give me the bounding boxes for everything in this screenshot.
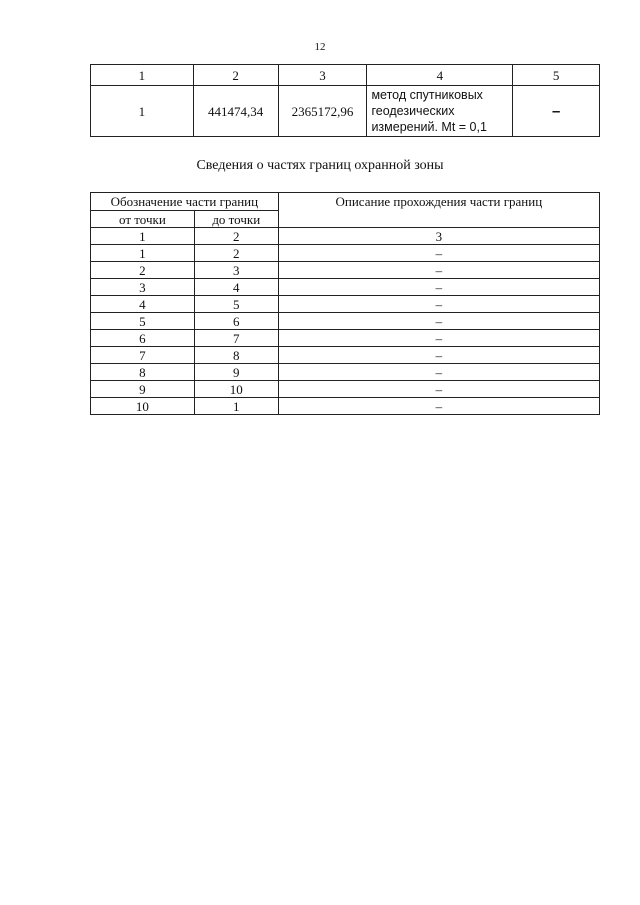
to-point: 8 xyxy=(194,347,278,364)
column-5-value: – xyxy=(513,86,600,137)
table-row xyxy=(91,279,600,296)
header-description: Описание прохождения части границ xyxy=(278,193,599,228)
from-point: 10 xyxy=(91,398,195,415)
to-point: 3 xyxy=(194,262,278,279)
column-number: 2 xyxy=(193,65,278,86)
table-row xyxy=(91,381,600,398)
from-point: 9 xyxy=(91,381,195,398)
to-point: 5 xyxy=(194,296,278,313)
point-number: 1 xyxy=(91,86,194,137)
table-row xyxy=(91,330,600,347)
coordinate-y: 2365172,96 xyxy=(278,86,367,137)
table-row xyxy=(91,347,600,364)
boundary-parts-table xyxy=(90,192,600,415)
from-point: 3 xyxy=(91,279,195,296)
description: – xyxy=(278,245,599,262)
from-point: 2 xyxy=(91,262,195,279)
column-number: 3 xyxy=(278,65,367,86)
table-row xyxy=(91,313,600,330)
from-point: 5 xyxy=(91,313,195,330)
to-point: 9 xyxy=(194,364,278,381)
coordinate-x: 441474,34 xyxy=(193,86,278,137)
section-title: Сведения о частях границ охранной зоны xyxy=(196,158,444,173)
description: – xyxy=(278,313,599,330)
to-point: 10 xyxy=(194,381,278,398)
index-cell: 2 xyxy=(194,228,278,245)
column-number: 4 xyxy=(367,65,513,86)
description: – xyxy=(278,398,599,415)
header-from-point: от точки xyxy=(91,211,195,228)
header-to-point: до точки xyxy=(194,211,278,228)
index-cell: 1 xyxy=(91,228,195,245)
table-row xyxy=(91,398,600,415)
description: – xyxy=(278,347,599,364)
description: – xyxy=(278,262,599,279)
from-point: 1 xyxy=(91,245,195,262)
parts-header-row xyxy=(91,193,600,211)
column-number: 1 xyxy=(91,65,194,86)
description: – xyxy=(278,381,599,398)
to-point: 1 xyxy=(194,398,278,415)
to-point: 7 xyxy=(194,330,278,347)
table-row xyxy=(91,364,600,381)
from-point: 7 xyxy=(91,347,195,364)
column-number: 5 xyxy=(513,65,600,86)
from-point: 8 xyxy=(91,364,195,381)
table-row xyxy=(91,86,600,137)
from-point: 6 xyxy=(91,330,195,347)
to-point: 2 xyxy=(194,245,278,262)
table-row xyxy=(91,296,600,313)
method-description xyxy=(367,86,513,137)
description: – xyxy=(278,279,599,296)
header-group-label: Обозначение части границ xyxy=(91,193,279,211)
table-row xyxy=(91,262,600,279)
page-number: 12 xyxy=(314,41,326,53)
parts-index-row xyxy=(91,228,600,245)
from-point: 4 xyxy=(91,296,195,313)
description: – xyxy=(278,364,599,381)
table-row xyxy=(91,245,600,262)
method-line: метод спутниковых xyxy=(371,88,483,102)
to-point: 6 xyxy=(194,313,278,330)
index-cell: 3 xyxy=(278,228,599,245)
description: – xyxy=(278,330,599,347)
method-line: измерений. Mt = 0,1 xyxy=(371,120,487,134)
method-line: геодезических xyxy=(371,104,455,118)
coordinates-table-header xyxy=(91,65,600,86)
to-point: 4 xyxy=(194,279,278,296)
coordinates-table xyxy=(90,64,600,137)
description: – xyxy=(278,296,599,313)
